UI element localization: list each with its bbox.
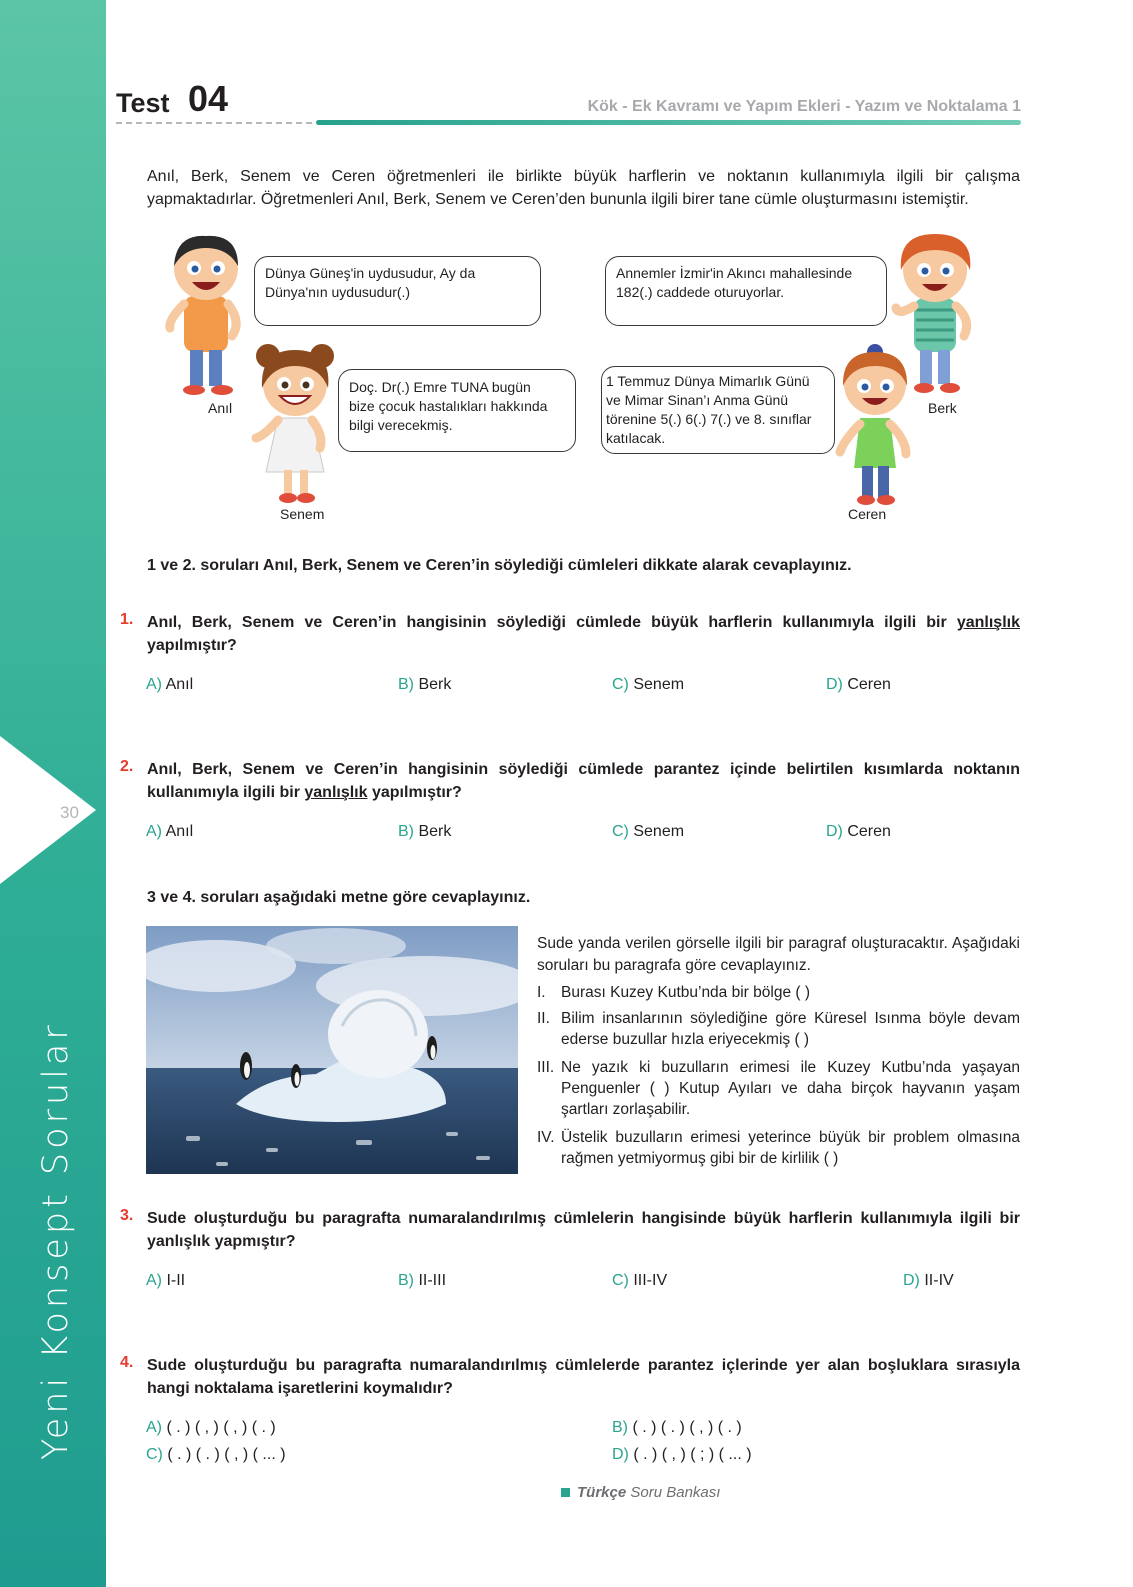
q1-option-d-letter: D): [826, 676, 843, 693]
q2-underlined-word: yanlışlık: [304, 784, 368, 801]
ceren-line-4: katılacak.: [606, 430, 666, 446]
ceren-illustration: [830, 344, 920, 506]
kid-name-berk: Berk: [928, 400, 957, 416]
q2-option-c-letter: C): [612, 823, 629, 840]
sentence-item-1: [537, 982, 1020, 1003]
item-2-numeral: II.: [537, 1010, 550, 1027]
test-number: 04: [188, 78, 229, 119]
anil-line-1: Dünya Güneş'in uydusudur, Ay da: [265, 265, 476, 281]
q2-option-d-text: Ceren: [847, 823, 891, 840]
paragraph-intro: Sude yanda verilen görselle ilgili bir paragraf oluşturacaktır. Aşağıdaki soruları bu paragrafa göre cevaplayınız.: [537, 935, 1020, 974]
footer-bold-text: Türkçe: [577, 1484, 627, 1501]
test-label: Test: [116, 88, 170, 118]
q3-option-b-letter: B): [398, 1272, 414, 1289]
q4-option-a-text: ( . ) ( , ) ( , ) ( . ): [166, 1419, 276, 1436]
ceren-line-3: törenine 5(.) 6(.) 7(.) ve 8. sınıflar: [606, 411, 812, 427]
q1-option-d[interactable]: [826, 676, 891, 694]
q4-option-b[interactable]: [612, 1419, 742, 1437]
item-1-numeral: I.: [537, 984, 546, 1001]
q2-text-end: yapılmıştır?: [367, 784, 462, 801]
q1-option-c-text: Senem: [633, 676, 685, 693]
q2-option-b-text: Berk: [418, 823, 452, 840]
page-tab-triangle: [0, 736, 96, 884]
senem-illustration: [250, 340, 340, 506]
q1-text-end: yapılmıştır?: [147, 637, 237, 654]
q4-option-d-letter: D): [612, 1446, 629, 1463]
ceren-line-2: ve Mimar Sinan’ı Anma Günü: [606, 392, 789, 408]
q4-option-c-letter: C): [146, 1446, 163, 1463]
q1-text-start: Anıl, Berk, Senem ve Ceren’in hangisinin söylediği cümlede büyük harflerin kullanımıyla ilgili bir: [147, 614, 957, 631]
q1-option-b-text: Berk: [418, 676, 452, 693]
q1-option-a-letter: A): [146, 676, 162, 693]
berk-line-2: 182(.) caddede oturuyorlar.: [616, 284, 785, 300]
q2-option-c[interactable]: [612, 823, 684, 841]
q1-option-a-text: Anıl: [165, 676, 194, 693]
q3-option-a-text: I-II: [166, 1272, 186, 1289]
q2-option-b[interactable]: [398, 823, 451, 841]
speech-bubble-berk: [605, 256, 887, 326]
sidebar-title: Yeni Konsept Sorular: [36, 1021, 76, 1460]
item-3-text: Ne yazık ki buzulların erimesi ile Kuzey Kutbu’nda yaşayan Penguenler ( ) Kutup Ayıları ve daha birçok hayvanın yaşam şartları zorlaşabilir.: [561, 1059, 1020, 1118]
q3-option-a[interactable]: [146, 1272, 185, 1290]
item-1-text: Burası Kuzey Kutbu’nda bir bölge ( ): [561, 984, 810, 1001]
header-subtitle: Kök - Ek Kavramı ve Yapım Ekleri - Yazım ve Noktalama 1: [587, 98, 1021, 115]
q3-option-a-letter: A): [146, 1272, 162, 1289]
sentence-item-3: [537, 1057, 1020, 1120]
ceren-line-1: 1 Temmuz Dünya Mimarlık Günü: [606, 373, 810, 389]
q1-option-c[interactable]: [612, 676, 684, 694]
footer-brand: [561, 1484, 720, 1501]
question-4-text: Sude oluşturduğu bu paragrafta numaralandırılmış cümlelerde parantez içlerinde yer alan boşluklara sırasıyla hangi noktalama işaretlerini koymalıdır?: [147, 1357, 1020, 1397]
q3-option-c-text: III-IV: [633, 1272, 668, 1289]
q2-option-a-text: Anıl: [165, 823, 194, 840]
q1-option-b-letter: B): [398, 676, 414, 693]
sentence-item-2: [537, 1008, 1020, 1050]
q4-option-c[interactable]: [146, 1446, 286, 1464]
question-4-number: 4.: [120, 1354, 134, 1371]
q3-option-d[interactable]: [903, 1272, 954, 1290]
footer-square-icon: [561, 1488, 570, 1497]
q2-option-b-letter: B): [398, 823, 414, 840]
item-4-text: Üstelik buzulların erimesi yeterince büyük bir problem olmasına rağmen yetmiyormuş gibi bir de kirlilik ( ): [561, 1129, 1020, 1167]
item-4-numeral: IV.: [537, 1129, 555, 1146]
question-2-text: [147, 758, 1020, 804]
q1-option-b[interactable]: [398, 676, 451, 694]
intro-paragraph: Anıl, Berk, Senem ve Ceren öğretmenleri ile birlikte büyük harflerin ve noktanın kullanımıyla ilgili bir çalışma yapmaktadırlar. Öğretmenleri Anıl, Berk, Senem ve Ceren’den bununla ilgili birer tane cümle oluşturmasını istemiştir.: [147, 168, 1020, 208]
q1-option-c-letter: C): [612, 676, 629, 693]
senem-line-3: bilgi verecekmiş.: [349, 417, 453, 433]
page-number: 30: [60, 803, 79, 822]
q3-option-c[interactable]: [612, 1272, 667, 1290]
footer-rest-text: Soru Bankası: [630, 1484, 721, 1501]
q3-option-d-text: II-IV: [924, 1272, 954, 1289]
question-1-text: [147, 611, 1020, 657]
q4-option-b-letter: B): [612, 1419, 628, 1436]
q2-option-c-text: Senem: [633, 823, 685, 840]
kid-name-anil: Anıl: [208, 400, 233, 416]
q2-option-a[interactable]: [146, 823, 193, 841]
question-guide-1-2: 1 ve 2. soruları Anıl, Berk, Senem ve Ceren’in söylediği cümleleri dikkate alarak cevaplayınız.: [147, 557, 852, 574]
header-dashed-rule: [116, 122, 312, 124]
q4-option-a-letter: A): [146, 1419, 162, 1436]
q1-option-a[interactable]: [146, 676, 193, 694]
q3-option-b[interactable]: [398, 1272, 446, 1290]
q2-option-d[interactable]: [826, 823, 891, 841]
q2-text-start: Anıl, Berk, Senem ve Ceren’in hangisinin söylediği cümlede parantez içinde belirtilen kısımlarda noktanın kullanımıyla ilgili bir: [147, 761, 1020, 801]
question-3-text: Sude oluşturduğu bu paragrafta numaralandırılmış cümlelerin hangisinde büyük harflerin kullanımıyla ilgili bir yanlışlık yapmıştır?: [147, 1210, 1020, 1250]
q3-option-c-letter: C): [612, 1272, 629, 1289]
q4-option-a[interactable]: [146, 1419, 276, 1437]
item-2-text: Bilim insanlarının söylediğine göre Küresel Isınma böyle devam ederse buzullar hızla eriyecekmiş ( ): [561, 1010, 1020, 1048]
question-1-number: 1.: [120, 611, 134, 628]
q1-option-d-text: Ceren: [847, 676, 891, 693]
anil-line-2: Dünya'nın uydusudur(.): [265, 284, 411, 300]
q4-option-d[interactable]: [612, 1446, 752, 1464]
sentence-item-4: [537, 1127, 1020, 1169]
q3-option-d-letter: D): [903, 1272, 920, 1289]
kid-name-senem: Senem: [280, 506, 325, 522]
melting-iceberg-photo: [146, 926, 518, 1174]
senem-line-2: bize çocuk hastalıkları hakkında: [349, 398, 548, 414]
anil-illustration: [162, 232, 252, 400]
q3-option-b-text: II-III: [418, 1272, 447, 1289]
speech-bubble-senem: [338, 369, 576, 452]
speech-bubble-ceren: [601, 366, 835, 454]
berk-line-1: Annemler İzmir'in Akıncı mahallesinde: [616, 265, 853, 281]
q4-option-c-text: ( . ) ( . ) ( , ) ( ... ): [167, 1446, 286, 1463]
item-3-numeral: III.: [537, 1059, 555, 1076]
question-guide-3-4: 3 ve 4. soruları aşağıdaki metne göre cevaplayınız.: [147, 889, 531, 906]
q1-underlined-word: yanlışlık: [956, 614, 1020, 631]
question-3-number: 3.: [120, 1207, 134, 1224]
q4-option-d-text: ( . ) ( , ) ( ; ) ( ... ): [633, 1446, 752, 1463]
q2-option-d-letter: D): [826, 823, 843, 840]
speech-bubble-anil: [254, 256, 541, 326]
question-2-number: 2.: [120, 758, 134, 775]
q4-option-b-text: ( . ) ( . ) ( , ) ( . ): [632, 1419, 742, 1436]
kid-name-ceren: Ceren: [848, 506, 887, 522]
q2-option-a-letter: A): [146, 823, 162, 840]
header-green-rule: [316, 120, 1021, 125]
senem-line-1: Doç. Dr(.) Emre TUNA bugün: [349, 379, 531, 395]
